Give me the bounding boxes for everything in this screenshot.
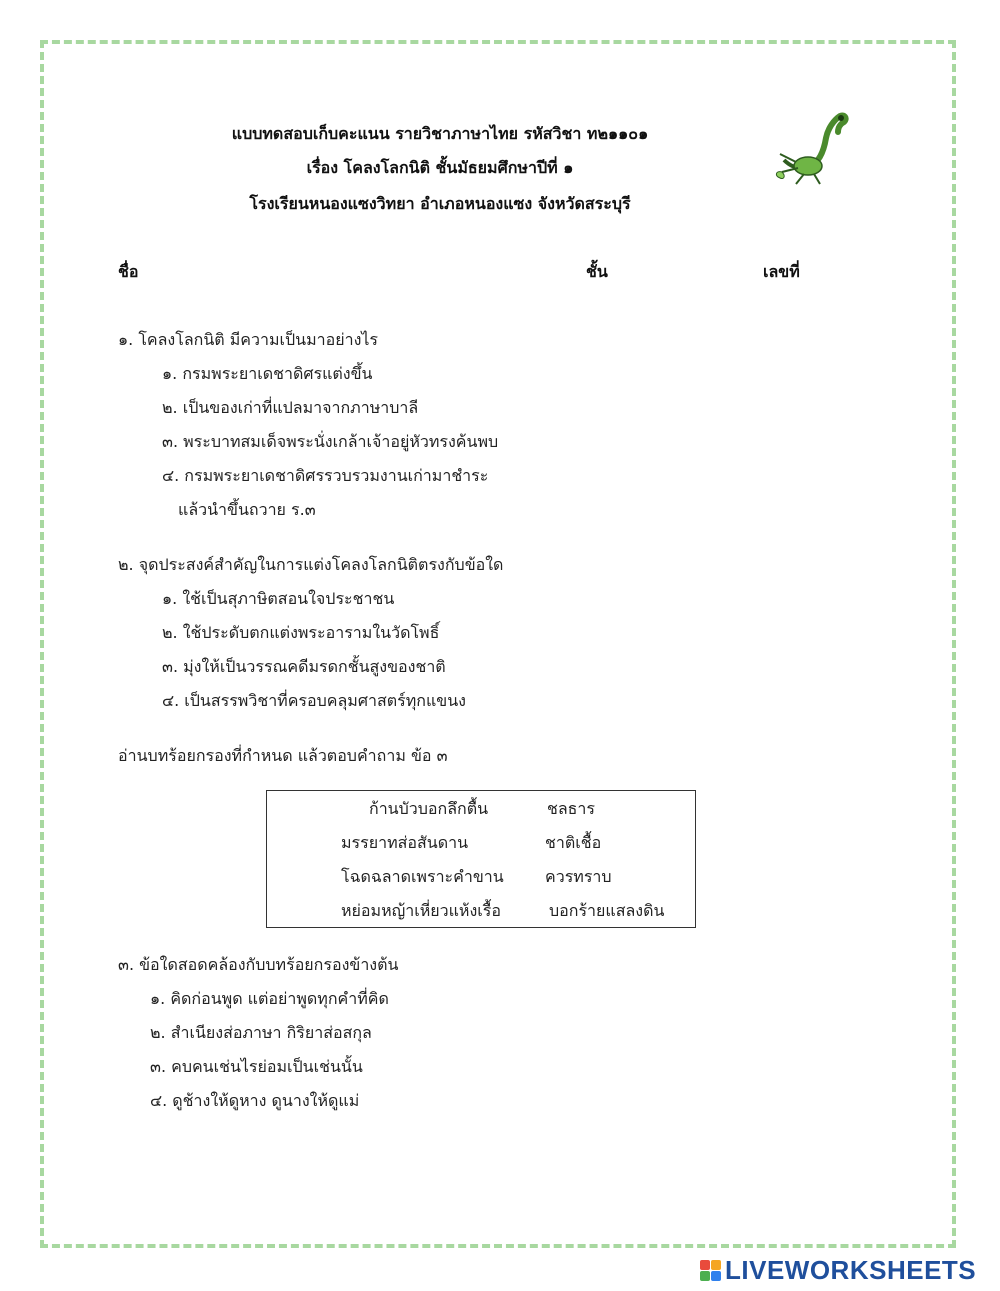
- question-3-option-3[interactable]: ๓. คบคนเช่นไรย่อมเป็นเช่นนั้น: [150, 1057, 363, 1076]
- question-1-option-4-cont: แล้วนำขึ้นถวาย ร.๓: [178, 500, 316, 519]
- logo-square-3: [700, 1271, 710, 1281]
- poem-line-2-right: ชาติเชื้อ: [545, 833, 602, 852]
- question-1-option-3[interactable]: ๓. พระบาทสมเด็จพระนั่งเกล้าเจ้าอยู่หัวทรงค้นพบ: [162, 432, 499, 451]
- logo-square-1: [700, 1260, 710, 1270]
- poem-line-3-right: ควรทราบ: [545, 867, 612, 886]
- liveworksheets-brand: LIVEWORKSHEETS: [725, 1254, 977, 1285]
- test-subject: เรื่อง โคลงโลกนิติ ชั้นมัธยมศึกษาปีที่ ๑: [306, 158, 574, 177]
- question-3: ๓. ข้อใดสอดคล้องกับบทร้อยกรองข้างต้น: [118, 955, 399, 974]
- poem-box: [266, 790, 696, 928]
- name-label: ชื่อ: [118, 262, 139, 281]
- liveworksheets-logo-icon: [700, 1260, 721, 1281]
- poem-line-3-left: โฉดฉลาดเพราะคำขาน: [341, 867, 504, 886]
- poem-line-1-right: ชลธาร: [547, 799, 596, 818]
- question-3-option-4[interactable]: ๔. ดูช้างให้ดูหาง ดูนางให้ดูแม่: [150, 1091, 360, 1110]
- liveworksheets-footer: [700, 1254, 976, 1286]
- instruction: อ่านบทร้อยกรองที่กำหนด แล้วตอบคำถาม ข้อ ๓: [118, 746, 448, 765]
- question-2-option-4[interactable]: ๔. เป็นสรรพวิชาที่ครอบคลุมศาสตร์ทุกแขนง: [162, 691, 466, 710]
- school-name: โรงเรียนหนองแซงวิทยา อำเภอหนองแซง จังหวัดสระบุรี: [249, 194, 631, 213]
- class-label: ชั้น: [586, 262, 608, 281]
- logo-square-2: [711, 1260, 721, 1270]
- logo-square-4: [711, 1271, 721, 1281]
- poem-line-4-left: หย่อมหญ้าเหี่ยวแห้งเรื้อ: [341, 901, 501, 920]
- question-2-option-3[interactable]: ๓. มุ่งให้เป็นวรรณคดีมรดกชั้นสูงของชาติ: [162, 657, 446, 676]
- question-1-option-1[interactable]: ๑. กรมพระยาเดชาดิศรแต่งขึ้น: [162, 364, 373, 383]
- scorpion-icon: [768, 110, 854, 190]
- question-1: ๑. โคลงโลกนิติ มีความเป็นมาอย่างไร: [118, 330, 379, 349]
- question-3-option-2[interactable]: ๒. สำเนียงส่อภาษา กิริยาส่อสกุล: [150, 1023, 372, 1042]
- poem-line-1-left: ก้านบัวบอกลึกตื้น: [369, 799, 489, 818]
- question-2-option-2[interactable]: ๒. ใช้ประดับตกแต่งพระอารามในวัดโพธิ์: [162, 623, 440, 642]
- question-1-option-2[interactable]: ๒. เป็นของเก่าที่แปลมาจากภาษาบาลี: [162, 398, 419, 417]
- poem-line-2-left: มรรยาทส่อสันดาน: [341, 833, 469, 852]
- question-3-option-1[interactable]: ๑. คิดก่อนพูด แต่อย่าพูดทุกคำที่คิด: [150, 989, 389, 1008]
- question-1-option-4[interactable]: ๔. กรมพระยาเดชาดิศรรวบรวมงานเก่ามาชำระ: [162, 466, 489, 485]
- question-2: ๒. จุดประสงค์สำคัญในการแต่งโคลงโลกนิติตรงกับข้อใด: [118, 555, 504, 574]
- test-title: แบบทดสอบเก็บคะแนน รายวิชาภาษาไทย รหัสวิชา ท๒๑๑๐๑: [231, 124, 649, 143]
- number-label: เลขที่: [763, 262, 800, 281]
- question-2-option-1[interactable]: ๑. ใช้เป็นสุภาษิตสอนใจประชาชน: [162, 589, 395, 608]
- poem-line-4-right: บอกร้ายแสลงดิน: [549, 901, 665, 920]
